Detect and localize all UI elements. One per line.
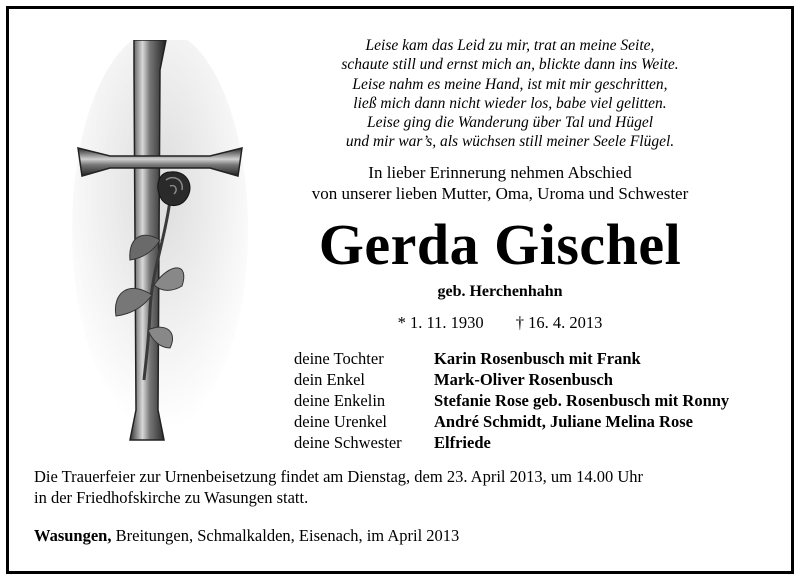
family-relation: deine Schwester bbox=[294, 433, 402, 452]
poem bbox=[300, 36, 720, 152]
funeral-line: Die Trauerfeier zur Urnenbeisetzung findet am Dienstag, dem 23. April 2013, um 14.00 Uhr bbox=[34, 467, 643, 486]
family-names: Karin Rosenbusch mit Frank bbox=[434, 349, 641, 368]
life-dates bbox=[270, 313, 730, 333]
place-date-line bbox=[34, 526, 774, 546]
cross-with-rose-image bbox=[70, 40, 250, 460]
maiden-name: geb. Herchenhahn bbox=[437, 283, 563, 300]
family-names: André Schmidt, Juliane Melina Rose bbox=[434, 412, 693, 431]
funeral-line: in der Friedhofskirche zu Wasungen statt. bbox=[34, 488, 309, 507]
poem-line: ließ mich dann nicht wieder los, babe viel gelitten. bbox=[353, 94, 667, 112]
place-primary: Wasungen, bbox=[34, 526, 112, 545]
poem-line: schaute still und ernst mich an, blickte dann ins Weite. bbox=[341, 56, 679, 74]
family-list bbox=[294, 348, 729, 453]
deceased-name: Gerda Gischel bbox=[318, 212, 682, 277]
intro-line: In lieber Erinnerung nehmen Abschied bbox=[368, 163, 632, 182]
family-relation: deine Urenkel bbox=[294, 412, 387, 431]
family-row bbox=[294, 411, 729, 432]
poem-line: und mir war’s, als wüchsen still meiner Seele Flügel. bbox=[345, 133, 675, 151]
death-date: † 16. 4. 2013 bbox=[515, 313, 603, 332]
family-row bbox=[294, 390, 729, 411]
family-relation: deine Tochter bbox=[294, 349, 384, 368]
place-rest: Breitungen, Schmalkalden, Eisenach, im April 2013 bbox=[111, 526, 460, 545]
funeral-info bbox=[34, 466, 774, 508]
poem-line: Leise ging die Wanderung über Tal und Hügel bbox=[366, 114, 654, 132]
intro-text bbox=[270, 162, 730, 204]
intro-line: von unserer lieben Mutter, Oma, Uroma und Schwester bbox=[311, 184, 689, 203]
family-row bbox=[294, 369, 729, 390]
family-relation: dein Enkel bbox=[294, 370, 366, 389]
birth-date: * 1. 11. 1930 bbox=[397, 313, 484, 332]
family-row bbox=[294, 432, 729, 453]
family-names: Stefanie Rose geb. Rosenbusch mit Ronny bbox=[434, 391, 730, 410]
poem-line: Leise nahm es meine Hand, ist mit mir geschritten, bbox=[352, 75, 668, 93]
family-row bbox=[294, 348, 729, 369]
family-relation: deine Enkelin bbox=[294, 391, 386, 410]
poem-line: Leise kam das Leid zu mir, trat an meine Seite, bbox=[365, 37, 655, 54]
family-names: Elfriede bbox=[434, 433, 491, 452]
family-names: Mark-Oliver Rosenbusch bbox=[434, 370, 613, 389]
